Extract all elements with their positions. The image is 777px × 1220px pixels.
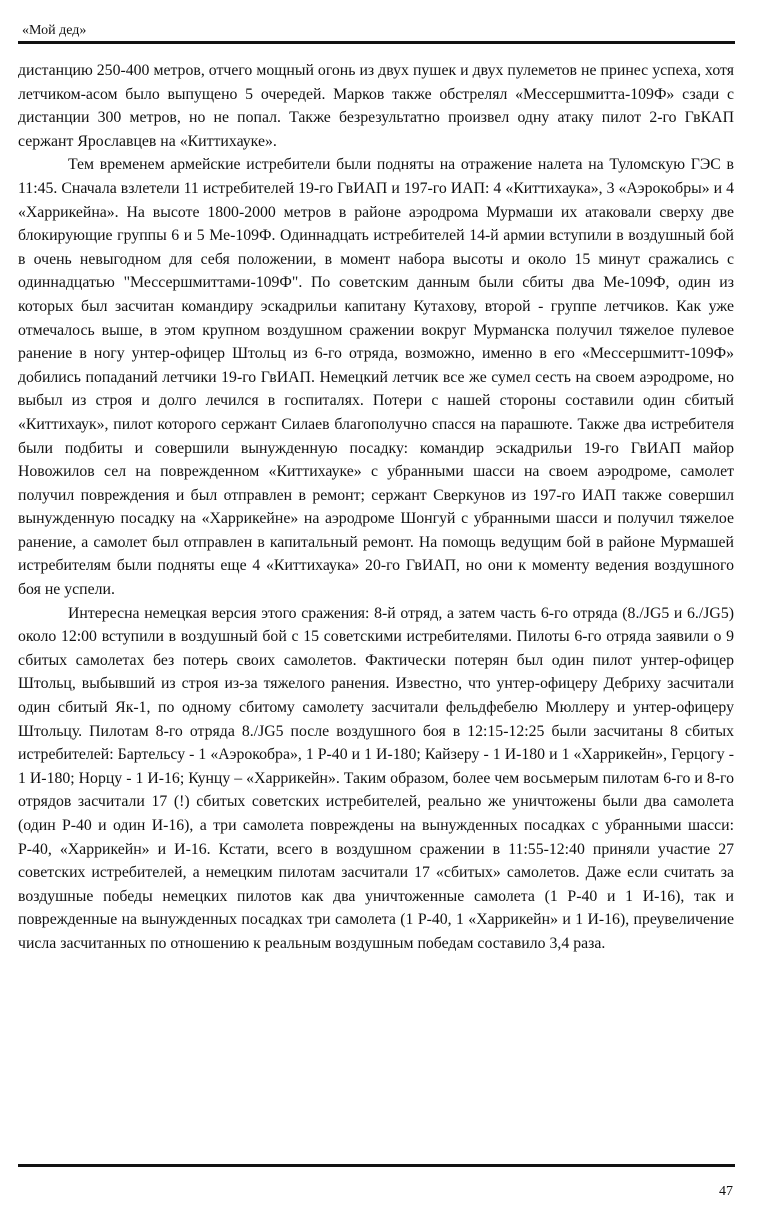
paragraph: Тем временем армейские истребители были подняты на отражение налета на Туломскую ГЭС в 11:45. Сначала взлетели 11 истребителей 19-го ГвИАП и 197-го ИАП: 4 «Киттихаука», 3 «Аэрокобры» и 4 «Харрикейна». На высоте 1800-2000 метров в районе аэродрома Мурмаши их атаковали сверху две блокирующие группы 6 и 5 Ме-109Ф. Одиннадцать истребителей 14-й армии вступили в воздушный бой в очень невыгодном для себя положении, в момент набора высоты и около 15 минут сражались с одиннадцатью "Мессершмиттами-109Ф". По советским данным были сбиты два Ме-109Ф, один из которых был засчитан командиру эскадрильи капитану Кутахову, второй - группе летчиков. Как уже отмечалось выше, в этом крупном воздушном сражении вокруг Мурманска получил тяжелое пулевое ранение в ногу унтер-офицер Штольц из 6-го отряда, возможно, именно в его «Мессершмитт-109Ф» добились попаданий летчики 19-го ГвИАП. Немецкий летчик все же сумел сесть на своем аэродроме, но выбыл из строя и долго лечился в госпиталях. Потери с нашей стороны составили один сбитый «Киттихаук», пилот которого сержант Силаев благополучно спасся на парашюте. Также два истребителя были подбиты и совершили вынужденную посадку: командир эскадрильи 19-го ГвИАП майор Новожилов сел на поврежденном «Киттихауке» с убранными шасси на своем аэродроме, самолет получил повреждения и был отправлен в ремонт; сержант Сверкунов из 197-го ИАП также совершил вынужденную посадку на «Харрикейне» на аэродроме Шонгуй с убранными шасси и получил тяжелое ранение, а самолет был отправлен в капитальный ремонт. На помощь ведущим бой в районе Мурмашей истребителям были подняты еще 4 «Киттихаука» 20-го ГвИАП, но они к моменту ведения воздушного боя не успели.: [18, 156, 734, 599]
page-body: [18, 59, 734, 956]
running-header-title: «Мой дед»: [22, 23, 87, 38]
page-number: 47: [719, 1184, 733, 1199]
paragraph: Интересна немецкая версия этого сражения: 8-й отряд, а затем часть 6-го отряда (8./JG5 и 6./JG5) около 12:00 вступили в воздушный бой с 15 советскими истребителями. Пилоты 6-го отряда заявили о 9 сбитых самолетах без потерь своих самолетов. Фактически потерян был один пилот унтер-офицер Штольц, выбывший из строя из-за тяжелого ранения. Известно, что унтер-офицеру Дебриху засчитали один сбитый Як-1, по одному сбитому самолету засчитали фельдфебелю Мюллеру и унтер-офицеру Штольцу. Пилотам 8-го отряда 8./JG5 после воздушного боя в 12:15-12:25 были засчитаны 8 сбитых истребителей: Бартельсу - 1 «Аэрокобра», 1 Р-40 и 1 И-180; Кайзеру - 1 И-180 и 1 «Харрикейн», Герцогу - 1 И-180; Норцу - 1 И-16; Кунцу – «Харрикейн». Таким образом, более чем восьмерым пилотам 6-го и 8-го отрядов засчитали 17 (!) сбитых советских истребителей, реально же уничтожены были два самолета (один Р-40 и один И-16), а три самолета повреждены на вынужденных посадках с убранными шасси: Р-40, «Харрикейн» и И-16. Кстати, всего в воздушном сражении в 11:55-12:40 приняли участие 27 советских истребителей, а немецким пилотам засчитали 17 «сбитых» самолетов. Даже если считать за воздушные победы немецких пилотов как два уничтоженные самолета (1 Р-40 и 1 И-16), так и поврежденные на вынужденных посадках три самолета (1 Р-40, 1 «Харрикейн» и 1 И-16), преувеличение числа засчитанных по отношению к реальным воздушным победам составило 3,4 раза.: [18, 604, 734, 952]
paragraph-continued: дистанцию 250-400 метров, отчего мощный огонь из двух пушек и двух пулеметов не принес успеха, хотя летчиком-асом было выпущено 5 очередей. Марков также обстрелял «Мессершмитта-109Ф» сзади с дистанции 300 метров, но не попал. Также безрезультатно произвел одну атаку пилот 2-го ГвКАП сержант Ярославцев на «Киттихауке».: [18, 62, 734, 150]
header-divider: [18, 41, 735, 44]
footer-divider: [18, 1164, 735, 1167]
